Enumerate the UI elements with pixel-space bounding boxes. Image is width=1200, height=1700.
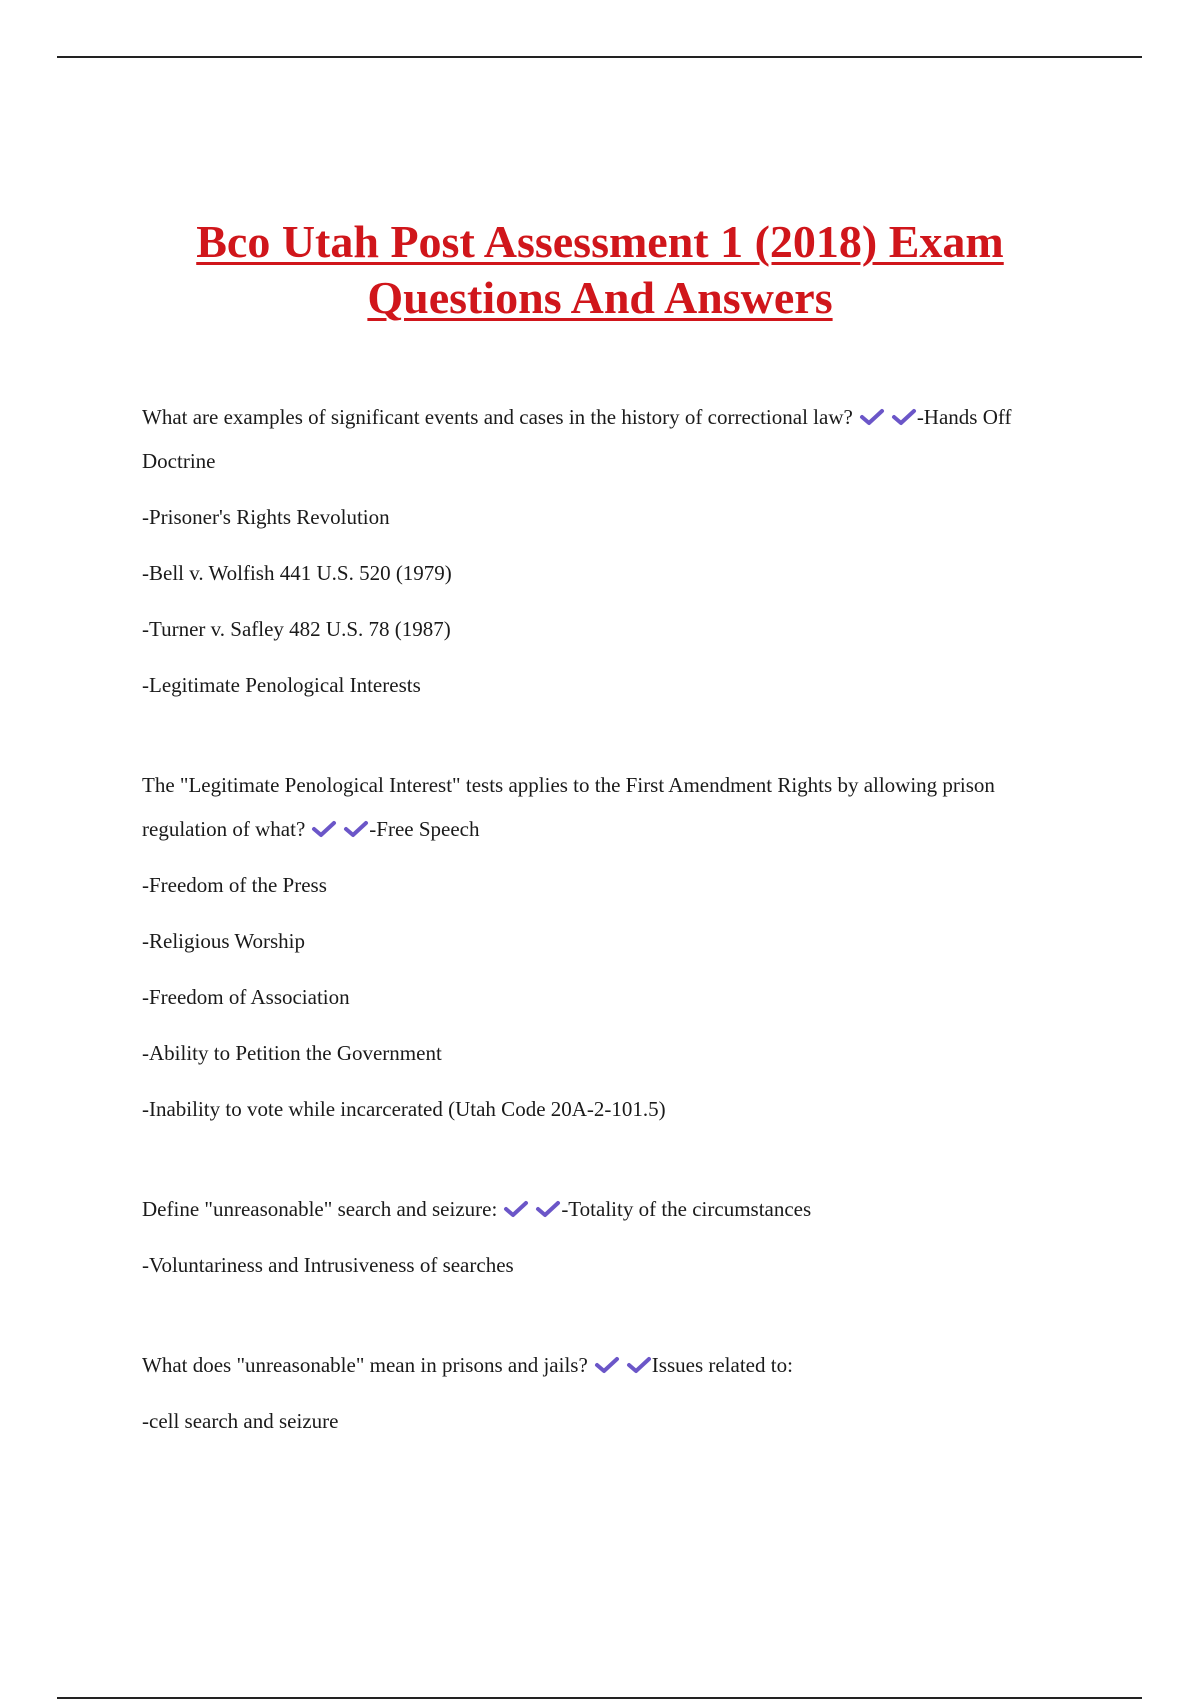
question-paragraph <box>142 1187 1062 1231</box>
answer-item: -cell search and seizure <box>142 1409 339 1433</box>
qa-item <box>142 1343 1062 1443</box>
question-text: Define "unreasonable" search and seizure: <box>142 1197 498 1221</box>
checkmark-icon <box>594 1355 620 1375</box>
answer-text: -Free Speech <box>369 817 480 841</box>
answer-item: -Voluntariness and Intrusiveness of searches <box>142 1253 514 1277</box>
answer-item: -Legitimate Penological Interests <box>142 673 421 697</box>
question-text: The "Legitimate Penological Interest" tests applies to the First Amendment Rights by allowing prison regulation of what? <box>142 773 995 841</box>
question-paragraph <box>142 1343 1062 1387</box>
checkmark-icon <box>503 1199 529 1219</box>
qa-item <box>142 1187 1062 1287</box>
title-line-2: Questions And Answers <box>367 272 833 323</box>
bottom-rule <box>57 1697 1142 1699</box>
answer-item: -Inability to vote while incarcerated (Utah Code 20A-2-101.5) <box>142 1097 666 1121</box>
qa-item <box>142 395 1062 707</box>
checkmark-icon <box>891 407 917 427</box>
qa-list <box>142 395 1062 1499</box>
answer-item: -Religious Worship <box>142 929 306 953</box>
question-paragraph <box>142 763 1062 851</box>
document-title <box>0 214 1200 326</box>
checkmark-icon <box>626 1355 652 1375</box>
checkmark-icon <box>311 819 337 839</box>
answer-item: -Bell v. Wolfish 441 U.S. 520 (1979) <box>142 561 452 585</box>
title-line-1: Bco Utah Post Assessment 1 (2018) Exam <box>196 216 1004 267</box>
checkmark-icon <box>859 407 885 427</box>
question-text: What are examples of significant events and cases in the history of correctional law? <box>142 405 853 429</box>
answer-item: -Ability to Petition the Government <box>142 1041 442 1065</box>
answer-text: Issues related to: <box>651 1353 793 1377</box>
qa-item <box>142 763 1062 1131</box>
answer-text: -Hands Off Doctrine <box>142 405 1012 473</box>
question-paragraph <box>142 395 1062 483</box>
answer-item: -Freedom of the Press <box>142 873 327 897</box>
answer-item: -Prisoner's Rights Revolution <box>142 505 390 529</box>
answer-item: -Freedom of Association <box>142 985 350 1009</box>
answer-text: -Totality of the circumstances <box>561 1197 812 1221</box>
checkmark-icon <box>535 1199 561 1219</box>
answer-item: -Turner v. Safley 482 U.S. 78 (1987) <box>142 617 451 641</box>
question-text: What does "unreasonable" mean in prisons and jails? <box>142 1353 588 1377</box>
checkmark-icon <box>343 819 369 839</box>
top-rule <box>57 56 1142 58</box>
